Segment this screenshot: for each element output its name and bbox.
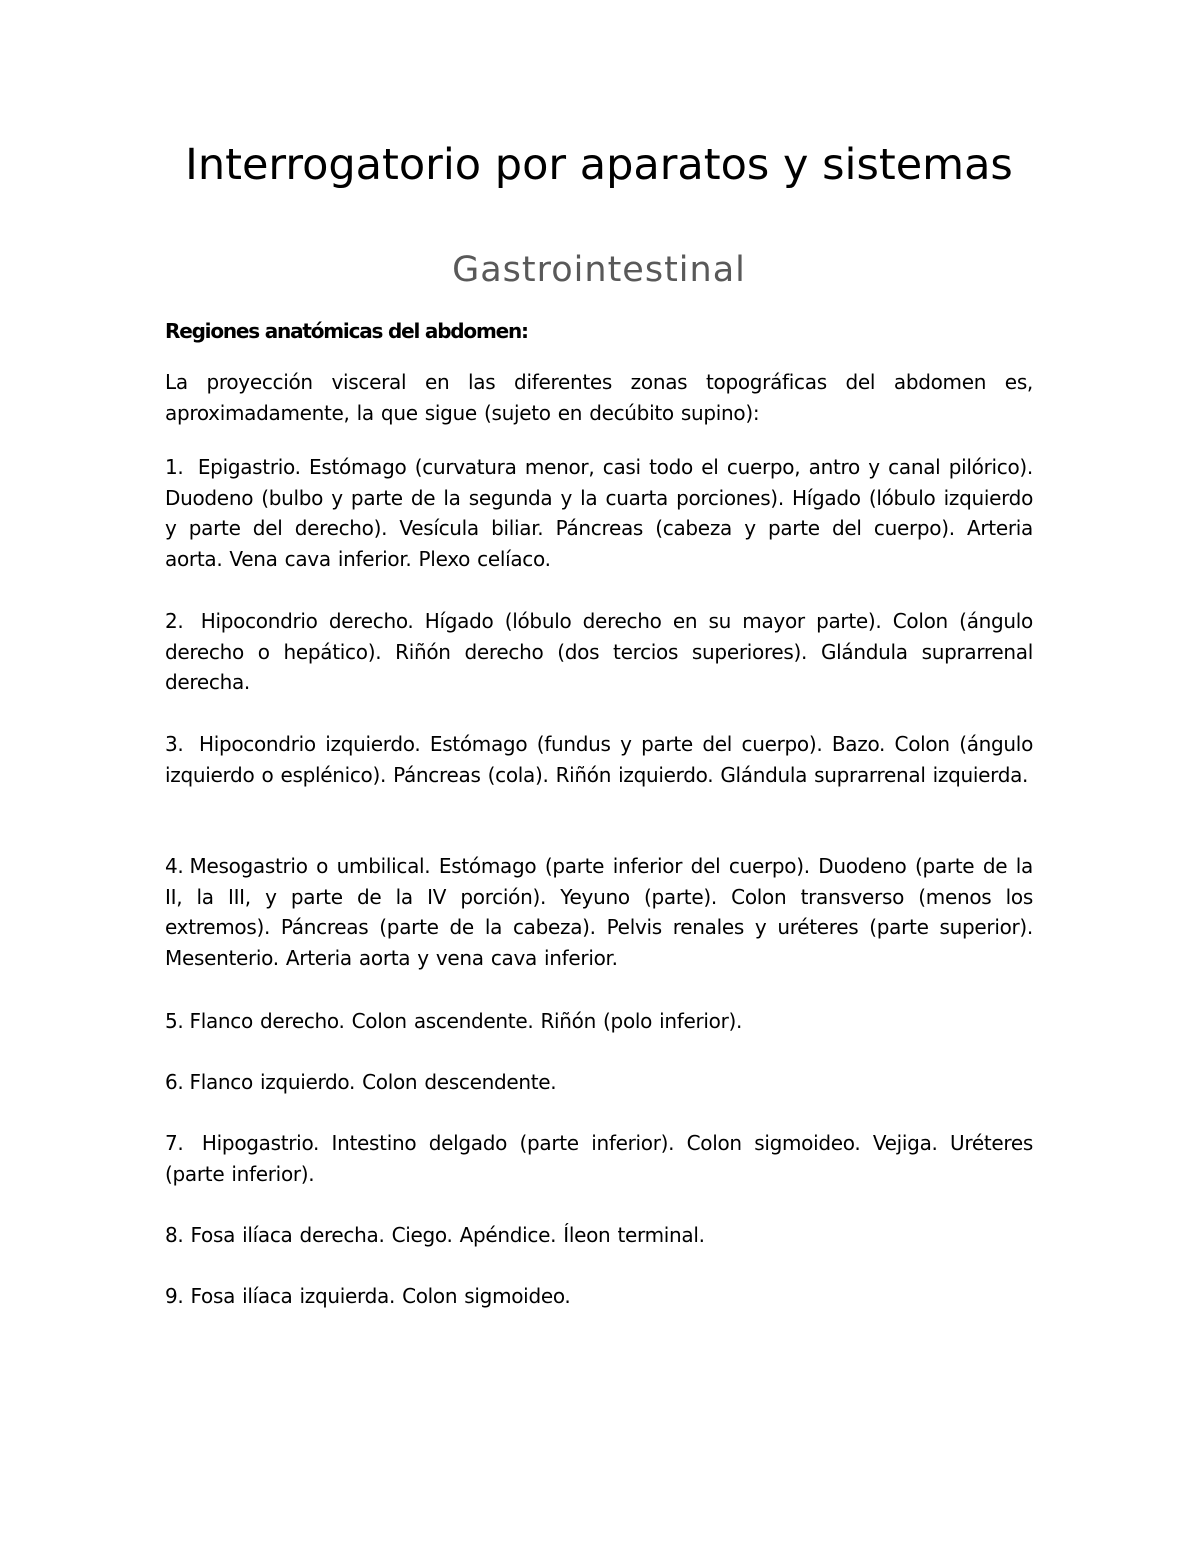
list-item-number: 6. <box>165 1070 184 1094</box>
document-subtitle: Gastrointestinal <box>452 250 746 290</box>
list-item-number: 5. <box>165 1009 184 1033</box>
list-item-text: Epigastrio. Estómago (curvatura menor, casi todo el cuerpo, antro y canal pilórico). Duodeno (bulbo y parte de la segunda y la cuarta porciones). Hígado (lóbulo izquierdo y parte del derecho). Vesícula biliar. Páncreas (cabeza y parte del cuerpo). Arteria aorta. Vena cava inferior. Plexo celíaco. <box>165 455 1033 571</box>
section-heading: Regiones anatómicas del abdomen: <box>165 319 528 343</box>
list-item <box>165 1128 1033 1189</box>
list-item-text: Flanco derecho. Colon ascendente. Riñón (polo inferior). <box>189 1009 743 1033</box>
list-item-number: 3. <box>165 732 184 756</box>
list-item <box>165 729 1033 790</box>
list-item-text: Hipogastrio. Intestino delgado (parte inferior). Colon sigmoideo. Vejiga. Uréteres (parte inferior). <box>165 1131 1034 1186</box>
list-item-text: Fosa ilíaca derecha. Ciego. Apéndice. Íleon terminal. <box>190 1223 705 1247</box>
list-item <box>165 1220 1033 1251</box>
list-item-number: 1. <box>165 455 184 479</box>
list-item-text: Fosa ilíaca izquierda. Colon sigmoideo. <box>190 1284 571 1308</box>
list-item-number: 7. <box>165 1131 184 1155</box>
list-item-number: 9. <box>165 1284 184 1308</box>
list-item <box>165 452 1033 574</box>
document-title: Interrogatorio por aparatos y sistemas <box>185 140 1013 190</box>
list-item-text: Hipocondrio derecho. Hígado (lóbulo derecho en su mayor parte). Colon (ángulo derecho o hepático). Riñón derecho (dos tercios superiores). Glándula suprarrenal derecha. <box>165 609 1033 694</box>
list-item-text: Hipocondrio izquierdo. Estómago (fundus y parte del cuerpo). Bazo. Colon (ángulo izquierdo o esplénico). Páncreas (cola). Riñón izquierdo. Glándula suprarrenal izquierda. <box>165 732 1033 787</box>
list-item <box>165 1006 1033 1037</box>
list-item <box>165 1067 1033 1098</box>
list-item-number: 8. <box>165 1223 184 1247</box>
list-item-number: 4. <box>165 854 184 878</box>
list-item-number: 2. <box>165 609 184 633</box>
list-item-text: Mesogastrio o umbilical. Estómago (parte inferior del cuerpo). Duodeno (parte de la II, la III, y parte de la IV porción). Yeyuno (parte). Colon transverso (menos los extremos). Páncreas (parte de la cabeza). Pelvis renales y uréteres (parte superior). Mesenterio. Arteria aorta y vena cava inferior. <box>165 854 1033 970</box>
list-item <box>165 1281 1033 1312</box>
intro-paragraph: La proyección visceral en las diferentes zonas topográficas del abdomen es, aproximadamente, la que sigue (sujeto en decúbito supino): <box>165 370 1033 425</box>
list-item <box>165 606 1033 698</box>
list-item-text: Flanco izquierdo. Colon descendente. <box>189 1070 557 1094</box>
list-item <box>165 851 1033 973</box>
